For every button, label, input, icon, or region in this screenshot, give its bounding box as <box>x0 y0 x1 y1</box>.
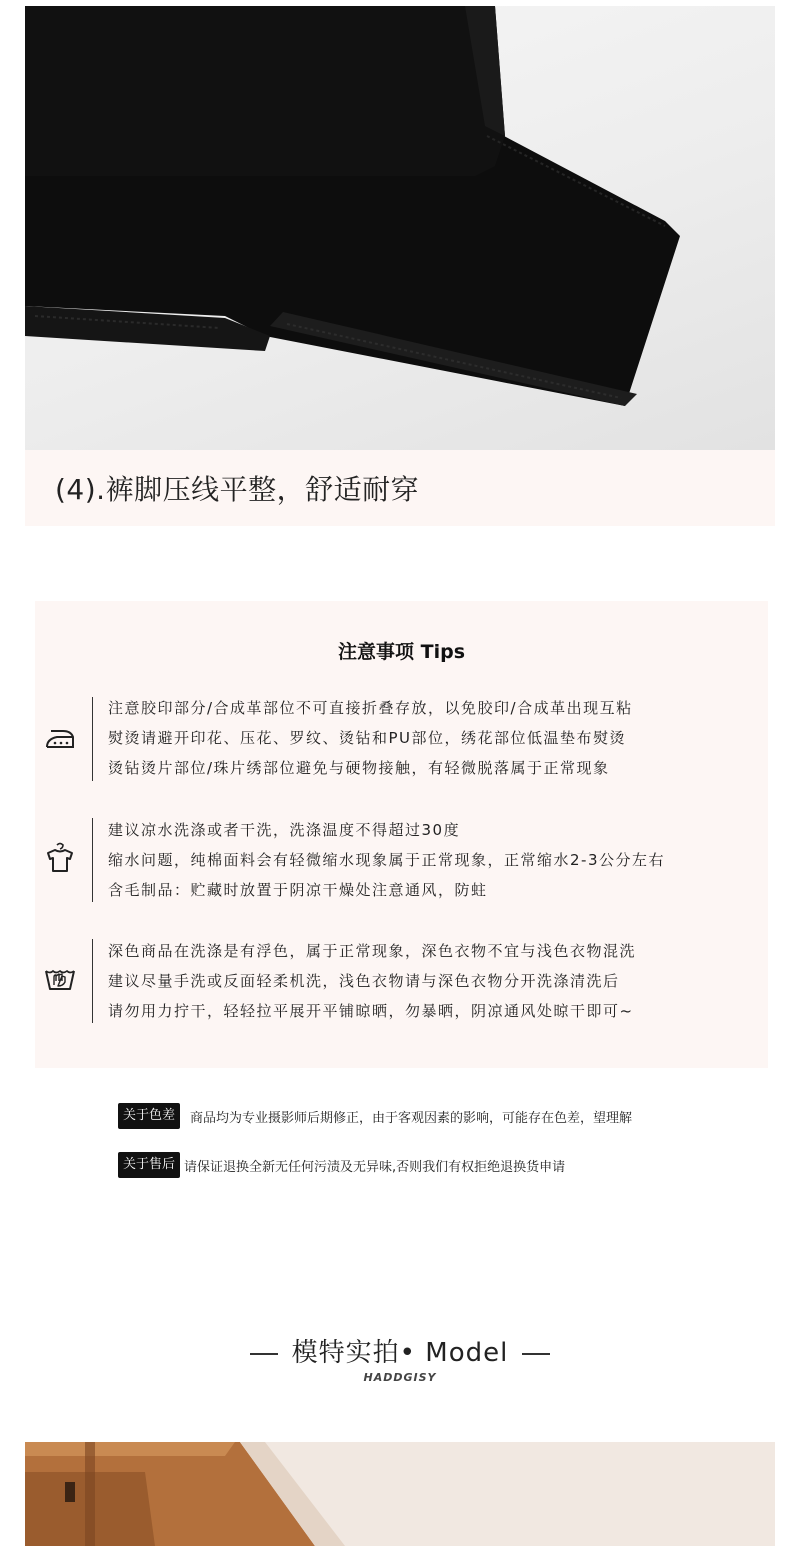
notice-text: 请保证退换全新无任何污渍及无异味,否则我们有权拒绝退换货申请 <box>184 1159 566 1175</box>
model-title: 模特实拍• Model <box>291 1338 509 1368</box>
model-photo <box>25 1442 775 1546</box>
notice-badge: 关于售后 <box>118 1152 180 1178</box>
tip-divider <box>92 818 93 902</box>
iron-icon <box>43 721 77 755</box>
notice-color-difference <box>118 1102 632 1130</box>
tip-divider <box>92 697 93 781</box>
tip-group-ironing <box>108 693 758 783</box>
caption-text: (4).裤脚压线平整，舒适耐穿 <box>55 473 420 506</box>
right-dash <box>522 1353 550 1355</box>
tip-line: 请勿用力拧干，轻轻拉平展开平铺晾晒，勿暴晒，阴凉通风处晾干即可~ <box>108 1002 634 1020</box>
tip-line: 建议尽量手洗或反面轻柔机洗，浅色衣物请与深色衣物分开洗涤清洗后 <box>108 972 620 990</box>
notice-text: 商品均为专业摄影师后期修正，由于客观因素的影响，可能存在色差，望理解 <box>190 1110 633 1126</box>
left-dash <box>250 1353 278 1355</box>
model-title-row <box>0 1332 800 1369</box>
tips-title: 注意事项 Tips <box>338 641 465 663</box>
tip-line: 注意胶印部分/合成革部位不可直接折叠存放，以免胶印/合成革出现互粘 <box>108 699 633 717</box>
tip-line: 缩水问题，纯棉面料会有轻微缩水现象属于正常现象，正常缩水2-3公分左右 <box>108 851 666 869</box>
tip-group-washing <box>108 815 758 905</box>
product-photo-hem <box>25 6 775 450</box>
tip-line: 含毛制品：贮藏时放置于阴凉干燥处注意通风，防蛀 <box>108 881 488 899</box>
notice-after-sales <box>118 1151 565 1179</box>
model-subtitle: HADDGISY <box>363 1371 437 1384</box>
tips-card <box>35 601 768 1068</box>
notice-badge: 关于色差 <box>118 1103 180 1129</box>
tip-divider <box>92 939 93 1023</box>
tip-group-dark-colors <box>108 936 758 1026</box>
shirt-care-icon <box>43 841 77 875</box>
tip-line: 深色商品在洗涤是有浮色，属于正常现象，深色衣物不宜与浅色衣物混洗 <box>108 942 637 960</box>
model-photo-illustration <box>25 1442 775 1546</box>
tip-line: 熨烫请避开印花、压花、罗纹、烫钻和PU部位，绣花部位低温垫布熨烫 <box>108 729 627 747</box>
caption-band <box>25 450 775 526</box>
tip-line: 建议凉水洗涤或者干洗，洗涤温度不得超过30度 <box>108 821 461 839</box>
tip-line: 烫钻烫片部位/珠片绣部位避免与硬物接触，有轻微脱落属于正常现象 <box>108 759 610 777</box>
trouser-hem-illustration <box>25 6 775 450</box>
model-section-heading <box>0 1332 800 1384</box>
hand-wash-icon <box>43 961 77 995</box>
